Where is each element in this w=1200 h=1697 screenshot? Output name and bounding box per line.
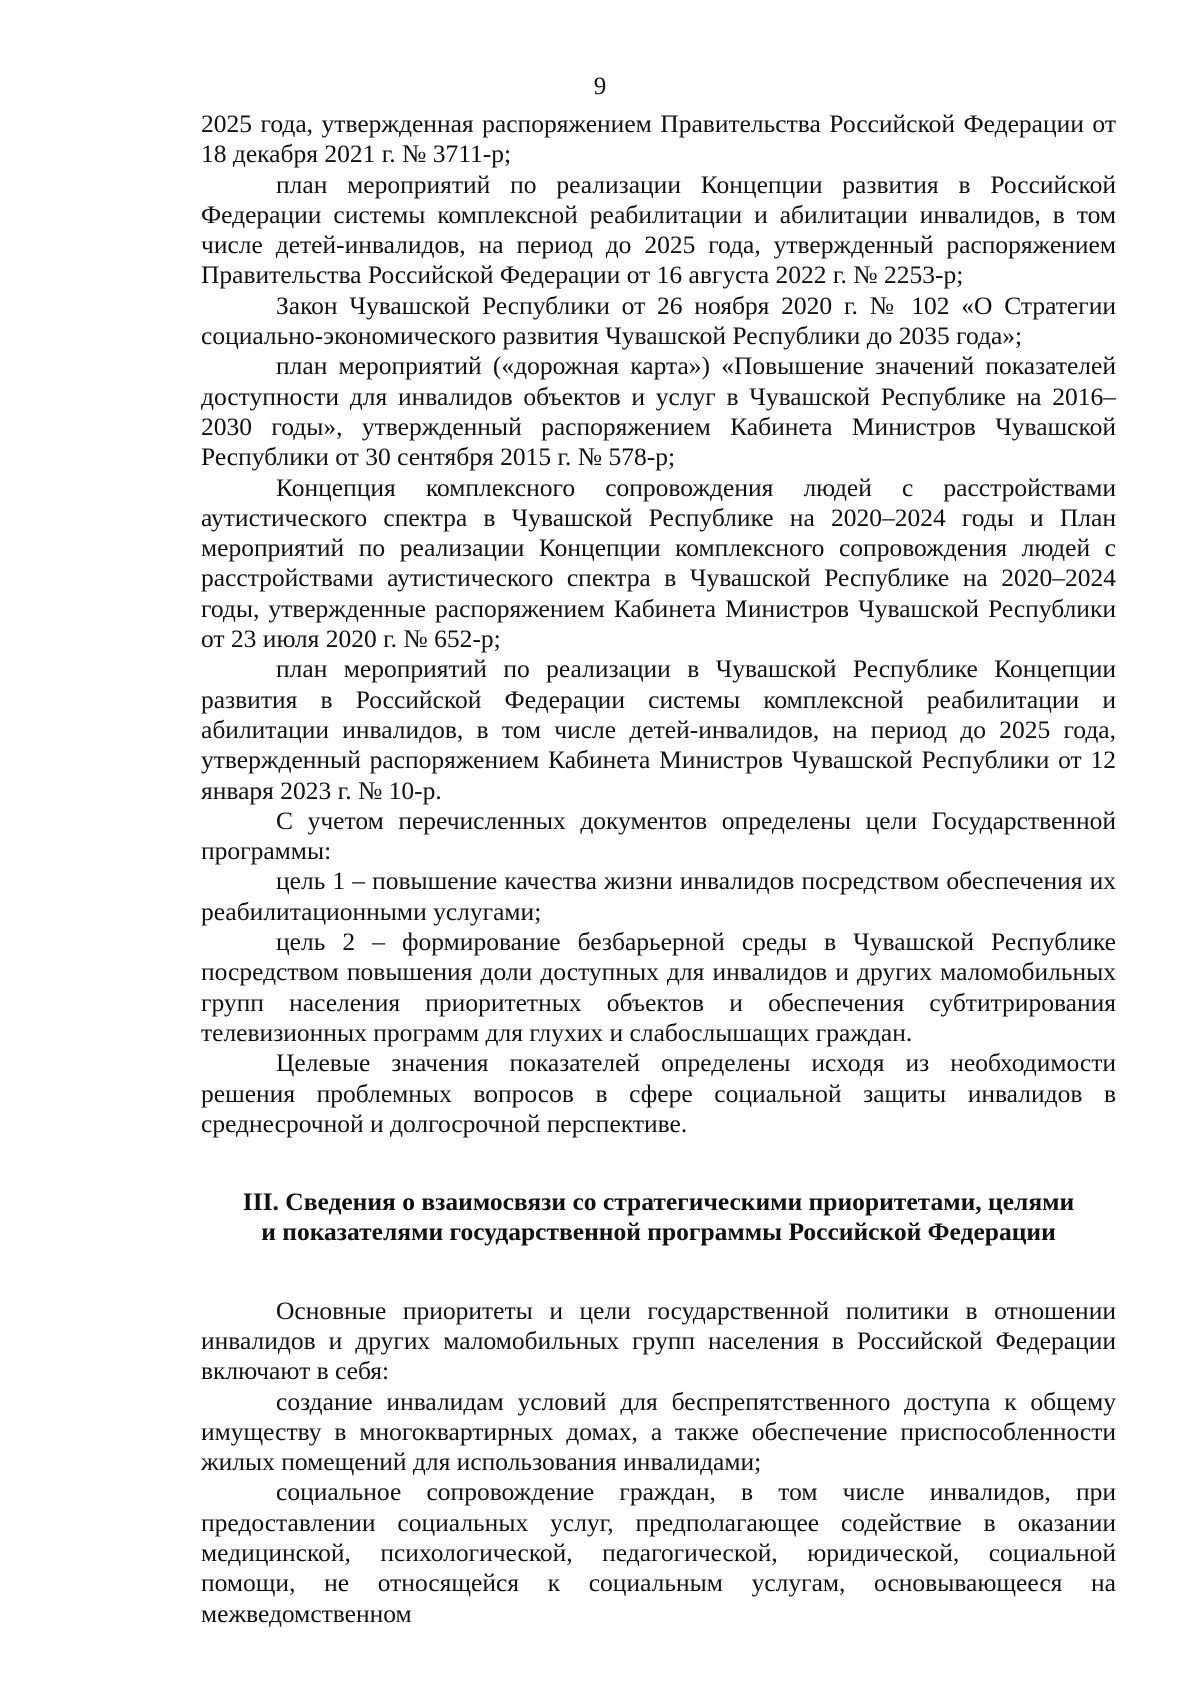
- paragraph: план мероприятий по реализации в Чувашской Республике Концепции развития в Российской Федерации системы комплексной реабилитации и абилитации инвалидов, в том числе детей-инвалидов, на период до 2025 года, утвержденный распоряжением Кабинета Министров Чувашской Республики от 12 января 2023 г. № 10-р.: [201, 654, 1116, 805]
- paragraphs-before: [201, 109, 1116, 1139]
- paragraph: Целевые значения показателей определены исходя из необходимости решения проблемных вопросов в сфере социальной защиты инвалидов в среднесрочной и долгосрочной перспективе.: [201, 1048, 1116, 1138]
- paragraph: 2025 года, утвержденная распоряжением Правительства Российской Федерации от 18 декабря 2021 г. № 3711-р;: [201, 109, 1116, 169]
- page-number: 9: [593, 73, 607, 100]
- document-body: [201, 109, 1116, 1629]
- section-heading: [201, 1187, 1116, 1248]
- paragraph: план мероприятий по реализации Концепции развития в Российской Федерации системы комплексной реабилитации и абилитации инвалидов, в том числе детей-инвалидов, на период до 2025 года, утвержденный распоряжением Правительства Российской Федерации от 16 августа 2022 г. № 2253-р;: [201, 169, 1116, 290]
- paragraph: цель 1 – повышение качества жизни инвалидов посредством обеспечения их реабилитационными услугами;: [201, 866, 1116, 926]
- paragraph: С учетом перечисленных документов определены цели Государственной программы:: [201, 805, 1116, 866]
- paragraph: социальное сопровождение граждан, в том числе инвалидов, при предоставлении социальных услуг, предполагающее содействие в оказании медицинской, психологической, педагогической, юридической, социальной помощи, не относящейся к социальным услугам, основывающееся на межведомственном: [201, 1477, 1116, 1628]
- paragraph: цель 2 – формирование безбарьерной среды в Чувашской Республике посредством повышения доли доступных для инвалидов и других маломобильных групп населения приоритетных объектов и обеспечения субтитрирования телевизионных программ для глухих и слабослышащих граждан.: [201, 927, 1116, 1047]
- paragraph: Закон Чувашской Республики от 26 ноября 2020 г. № 102 «О Стратегии социально-экономического развития Чувашской Республики до 2035 года»;: [201, 290, 1116, 351]
- paragraph: Концепция комплексного сопровождения людей с расстройствами аутистического спектра в Чувашской Республике на 2020–2024 годы и План мероприятий по реализации Концепции комплексного сопровождения людей с расстройствами аутистического спектра в Чувашской Республике на 2020–2024 годы, утвержденные распоряжением Кабинета Министров Чувашской Республики от 23 июля 2020 г. № 652-р;: [201, 472, 1116, 654]
- paragraphs-after: [201, 1296, 1116, 1629]
- paragraph: создание инвалидам условий для беспрепятственного доступа к общему имуществу в многоквартирных домах, а также обеспечение приспособленности жилых помещений для использования инвалидами;: [201, 1386, 1116, 1477]
- section-heading-line: III. Сведения о взаимосвязи со стратегическими приоритетами, целями: [242, 1187, 1075, 1217]
- section-heading-line: и показателями государственной программы Российской Федерации: [261, 1217, 1056, 1247]
- paragraph: план мероприятий («дорожная карта») «Повышение значений показателей доступности для инвалидов объектов и услуг в Чувашской Республике на 2016–2030 годы», утвержденный распоряжением Кабинета Министров Чувашской Республики от 30 сентября 2015 г. № 578-р;: [201, 351, 1116, 472]
- paragraph: Основные приоритеты и цели государственной политики в отношении инвалидов и других маломобильных групп населения в Российской Федерации включают в себя:: [201, 1295, 1116, 1386]
